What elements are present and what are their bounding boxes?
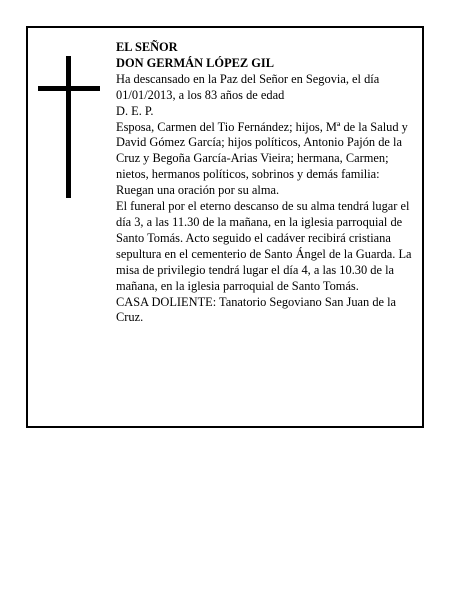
deceased-name: DON GERMÁN LÓPEZ GIL (116, 55, 274, 70)
death-statement: Ha descansado en la Paz del Señor en Segovia, el día 01/01/2013, a los 83 años de edad (116, 71, 380, 102)
notice-text-block (116, 40, 420, 326)
rip-line: D. E. P. (116, 103, 154, 118)
title-line: EL SEÑOR (116, 40, 178, 54)
family-list: Esposa, Carmen del Tio Fernández; hijos, Mª de la Salud y David Gómez García; hijos políticos, Antonio Pajón de la Cruz y Begoña García-Arias Vieira; hermana, Carmen; nietos, hermanos políticos, sobrinos y demás familia: (116, 119, 408, 182)
obituary-notice (26, 26, 424, 428)
funeral-home: CASA DOLIENTE: Tanatorio Segoviano San Juan de la Cruz. (116, 294, 397, 325)
latin-cross-icon (38, 56, 100, 198)
cross-vertical-bar (66, 56, 71, 198)
funeral-details: El funeral por el eterno descanso de su alma tendrá lugar el día 3, a las 11.30 de la mañana, en la iglesia parroquial de Santo Tomás. Acto seguido el cadáver recibirá cristiana sepultura en el cementerio de Santo Ángel de la Guarda. La misa de privilegio tendrá lugar el día 4, a las 10.30 de la mañana, en la iglesia parroquial de Santo Tomás. (116, 199, 412, 293)
prayer-request: Ruegan una oración por su alma. (116, 183, 280, 198)
cross-horizontal-bar (38, 86, 100, 91)
